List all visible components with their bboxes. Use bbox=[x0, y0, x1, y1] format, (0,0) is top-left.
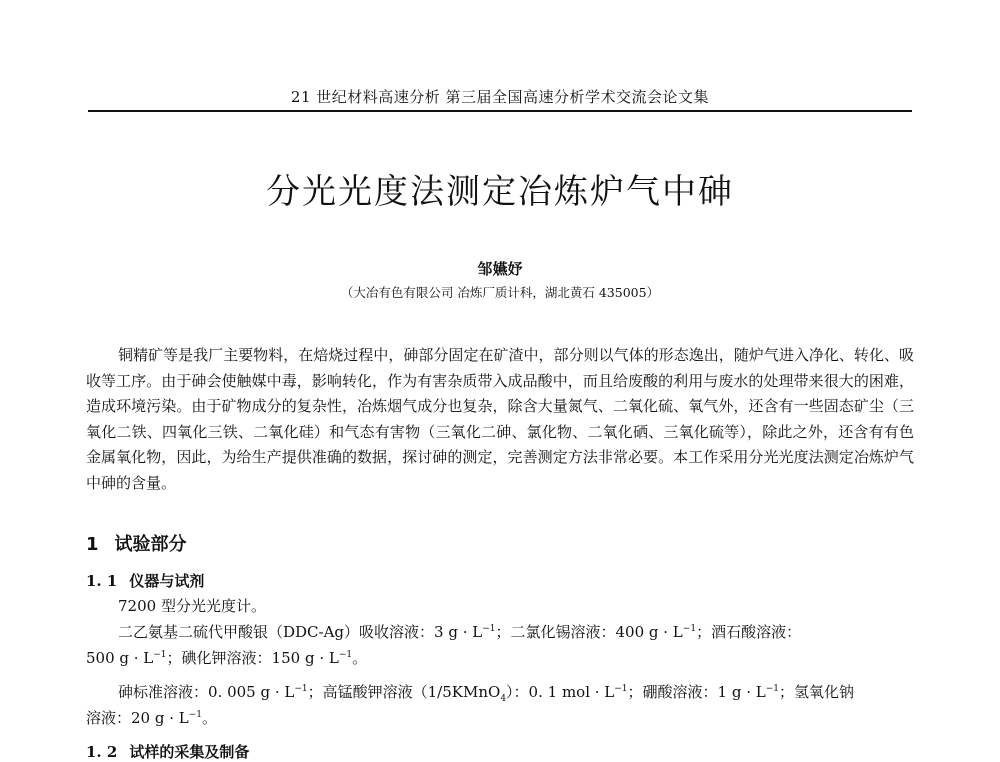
subsection-title: 试样的采集及制备 bbox=[129, 743, 250, 761]
section-title: 试验部分 bbox=[114, 534, 187, 555]
unit-exponent: −1 bbox=[338, 650, 353, 660]
unit-exponent: −1 bbox=[294, 684, 308, 694]
subsection-title: 仪器与试剂 bbox=[129, 572, 205, 590]
formula-subscript: 4 bbox=[500, 694, 507, 704]
reagent-text: 砷标准溶液：0. 005 g · L bbox=[118, 683, 295, 701]
author-affiliation: （大冶有色有限公司 冶炼厂质计科，湖北黄石 435005） bbox=[340, 285, 660, 300]
reagent-text: 溶液：20 g · L bbox=[86, 709, 189, 727]
reagent-text: ；酒石酸溶液： bbox=[696, 623, 802, 641]
reagents-line-4 bbox=[86, 706, 914, 732]
reagent-text: ）：0. 1 mol · L bbox=[506, 683, 615, 701]
subsection-number: 1. 1 bbox=[86, 572, 118, 590]
reagents-line-1 bbox=[86, 620, 914, 646]
reagent-text: 。 bbox=[202, 709, 218, 727]
unit-exponent: −1 bbox=[188, 710, 203, 720]
reagent-text: ；二氯化锡溶液：400 g · L bbox=[495, 623, 683, 641]
reagent-text: ；碘化钾溶液：150 g · L bbox=[166, 649, 339, 667]
unit-exponent: −1 bbox=[682, 624, 697, 634]
unit-exponent: −1 bbox=[482, 624, 496, 634]
reagents-line-3 bbox=[86, 680, 914, 706]
subsection-number: 1. 2 bbox=[86, 743, 118, 761]
reagent-text: ；氢氧化钠 bbox=[779, 683, 855, 701]
header-rule bbox=[88, 110, 912, 112]
reagents-line-2 bbox=[86, 646, 914, 672]
unit-exponent: −1 bbox=[153, 650, 167, 660]
instrument-text: 7200 型分光光度计。 bbox=[118, 597, 266, 615]
reagent-text: 500 g · L bbox=[86, 649, 154, 667]
reagent-text: ；硼酸溶液：1 g · L bbox=[627, 683, 766, 701]
section-heading bbox=[86, 530, 187, 556]
intro-paragraph bbox=[86, 343, 914, 496]
unit-exponent: −1 bbox=[765, 684, 780, 694]
reagent-text: ；高锰酸钾溶液（1/5KMnO bbox=[307, 683, 501, 701]
section-number: 1 bbox=[86, 534, 99, 555]
instrument-line bbox=[86, 594, 914, 620]
intro-text: 铜精矿等是我厂主要物料，在焙烧过程中，砷部分固定在矿渣中，部分则以气体的形态逸出，随炉气进入净化、转化、吸收等工序。由于砷会使触媒中毒，影响转化，作为有害杂质带入成品酸中，而且给废酸的利用与废水的处理带来很大的困难，造成环境污染。由于矿物成分的复杂性，冶炼烟气成分也复杂，除含大量氮气、二氧化硫、氧气外，还含有一些固态矿尘（三氧化二铁、四氧化三铁、二氧化硅）和气态有害物（三氧化二砷、氯化物、二氧化硒、三氧化硫等），除此之外，还含有有色金属氧化物，因此，为给生产提供准确的数据，探讨砷的测定，完善测定方法非常必要。本工作采用分光光度法测定冶炼炉气中砷的含量。 bbox=[86, 346, 914, 492]
paper-title: 分光光度法测定冶炼炉气中砷 bbox=[266, 172, 734, 212]
subsection-heading bbox=[86, 570, 204, 591]
running-head: 21 世纪材料高速分析 第三届全国高速分析学术交流会论文集 bbox=[290, 88, 710, 106]
reagent-text: 二乙氨基二硫代甲酸银（DDC-Ag）吸收溶液：3 g · L bbox=[118, 623, 483, 641]
unit-exponent: −1 bbox=[614, 684, 628, 694]
author-name: 邹嬿妤 bbox=[477, 260, 523, 278]
subsection-heading bbox=[86, 741, 249, 762]
reagent-text: 。 bbox=[352, 649, 368, 667]
